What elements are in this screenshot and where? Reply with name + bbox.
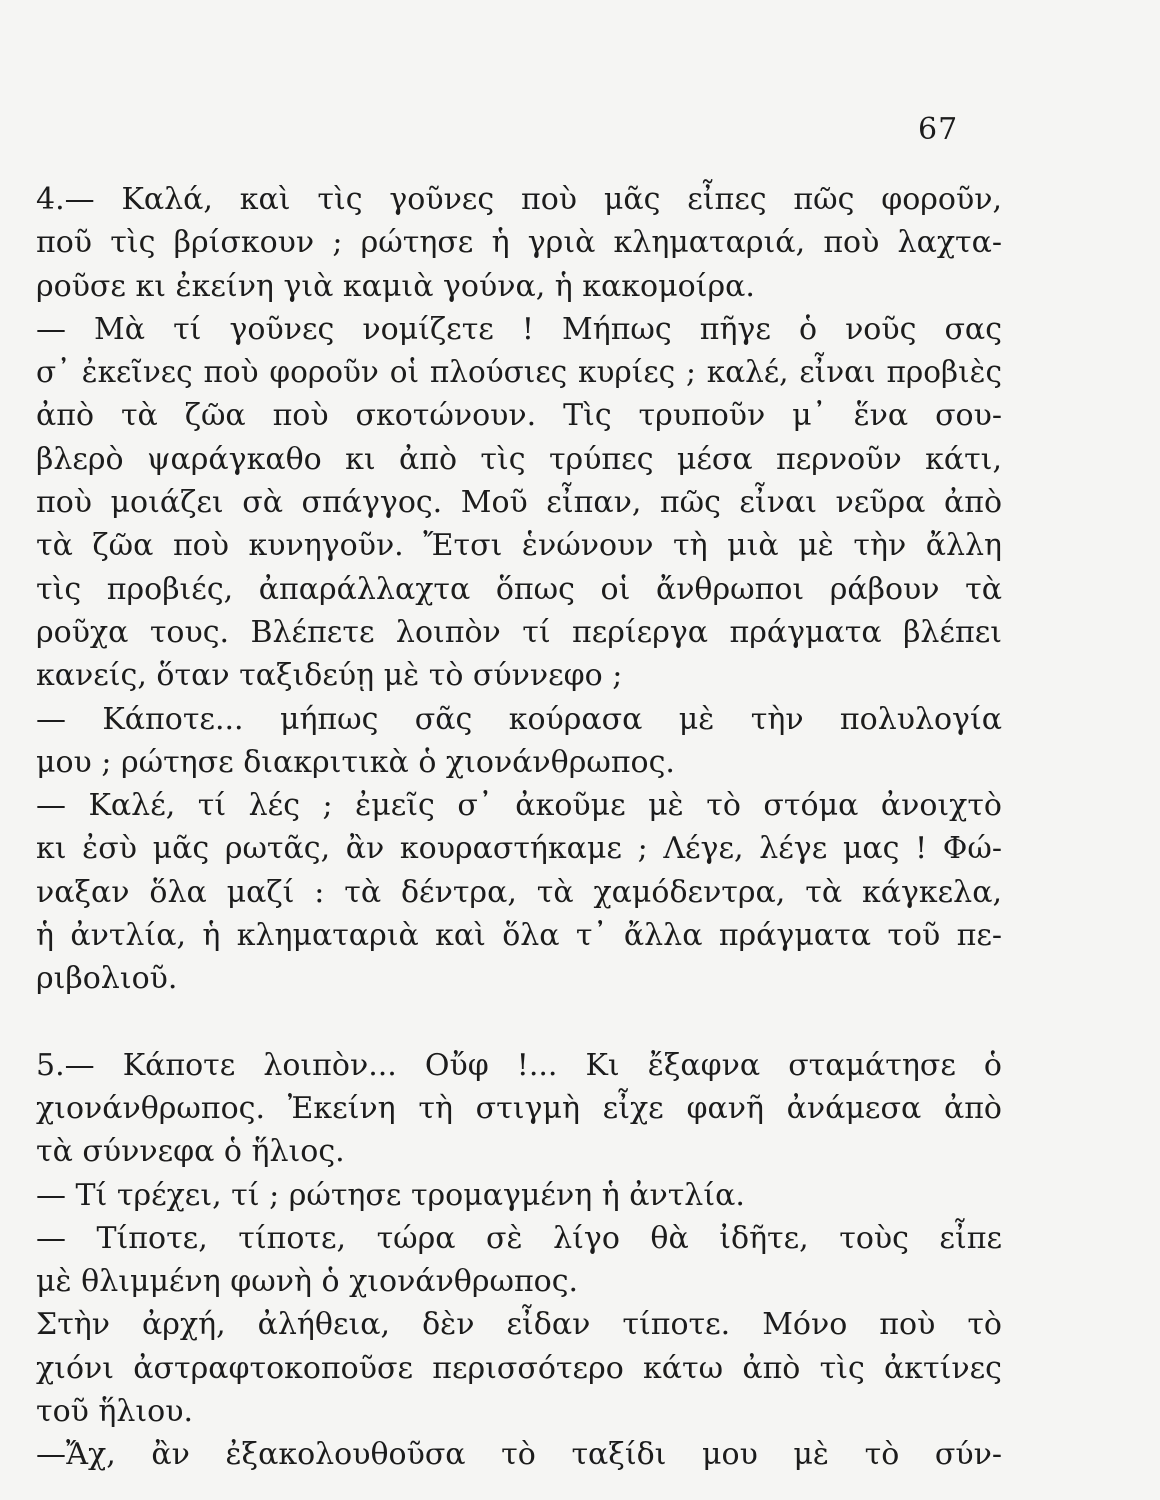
- text-line: τὰ ζῶα ποὺ κυνηγοῦν. Ἔτσι ἑνώνουν τὴ μιὰ μὲ τὴν ἄλλη: [36, 528, 1002, 564]
- section-4: [36, 178, 1002, 1001]
- text-line: — Κάποτε... μήπως σᾶς κούρασα μὲ τὴν πολυλογία: [36, 701, 1002, 737]
- text-line: ἀπὸ τὰ ζῶα ποὺ σκοτώνουν. Τὶς τρυποῦν μ᾿ ἕνα σου-: [36, 398, 1002, 434]
- text-line: — Τίποτε, τίποτε, τώρα σὲ λίγο θὰ ἰδῆτε, τοὺς εἶπε: [36, 1220, 1002, 1256]
- text-line: 5.— Κάποτε λοιπὸν... Οὔφ !... Κι ἔξαφνα σταμάτησε ὁ: [36, 1047, 1002, 1083]
- text-line: τὶς προβιές, ἀπαράλλαχτα ὅπως οἱ ἄνθρωποι ράβουν τὰ: [36, 571, 1002, 607]
- text-line: ριβολιοῦ.: [36, 961, 178, 997]
- text-line: μου ; ρώτησε διακριτικὰ ὁ χιονάνθρωπος.: [36, 744, 675, 780]
- text-line: — Τί τρέχει, τί ; ρώτησε τρομαγμένη ἡ ἀντλία.: [36, 1177, 745, 1213]
- text-line: Στὴν ἀρχή, ἀλήθεια, δὲν εἶδαν τίποτε. Μόνο ποὺ τὸ: [36, 1307, 1002, 1343]
- text-line: ποῦ τὶς βρίσκουν ; ρώτησε ἡ γριὰ κληματαριά, ποὺ λαχτα-: [36, 225, 1002, 261]
- text-line: ἡ ἀντλία, ἡ κληματαριὰ καὶ ὅλα τ᾿ ἄλλα πράγματα τοῦ πε-: [36, 918, 1002, 954]
- text-line: — Καλέ, τί λές ; ἐμεῖς σ᾿ ἀκοῦμε μὲ τὸ στόμα ἀνοιχτὸ: [36, 788, 1002, 824]
- section-gap: [36, 1001, 1002, 1044]
- text-line: χιονάνθρωπος. Ἐκείνη τὴ στιγμὴ εἶχε φανῆ ἀνάμεσα ἀπὸ: [36, 1090, 1002, 1126]
- text-line: βλερὸ ψαράγκαθο κι ἀπὸ τὶς τρύπες μέσα περνοῦν κάτι,: [36, 441, 1002, 477]
- text-line: μὲ θλιμμένη φωνὴ ὁ χιονάνθρωπος.: [36, 1264, 579, 1300]
- page-number: 67: [918, 112, 959, 147]
- text-line: σ᾿ ἐκεῖνες ποὺ φοροῦν οἱ πλούσιες κυρίες ; καλέ, εἶναι προβιὲς: [36, 355, 1002, 390]
- text-line: — Μὰ τί γοῦνες νομίζετε ! Μήπως πῆγε ὁ νοῦς σας: [36, 311, 1002, 347]
- text-line: ποὺ μοιάζει σὰ σπάγγος. Μοῦ εἶπαν, πῶς εἶναι νεῦρα ἀπὸ: [36, 485, 1002, 521]
- text-line: κι ἐσὺ μᾶς ρωτᾶς, ἂν κουραστήκαμε ; Λέγε, λέγε μας ! Φώ-: [36, 831, 1002, 867]
- text-line: τὰ σύννεφα ὁ ἥλιος.: [36, 1134, 345, 1170]
- text-line: τοῦ ἥλιου.: [36, 1394, 194, 1430]
- section-5: [36, 1044, 1002, 1477]
- text-line: —Ἄχ, ἂν ἐξακολουθοῦσα τὸ ταξίδι μου μὲ τὸ σύν-: [36, 1437, 1002, 1473]
- text-line: ναξαν ὅλα μαζί : τὰ δέντρα, τὰ χαμόδεντρα, τὰ κάγκελα,: [36, 874, 1002, 910]
- text-line: ροῦσε κι ἐκείνη γιὰ καμιὰ γούνα, ἡ κακομοίρα.: [36, 268, 755, 304]
- body-text: [36, 178, 1002, 1477]
- text-line: κανείς, ὅταν ταξιδεύῃ μὲ τὸ σύννεφο ;: [36, 658, 623, 694]
- text-line: 4.— Καλά, καὶ τὶς γοῦνες ποὺ μᾶς εἶπες πῶς φοροῦν,: [36, 182, 1002, 217]
- text-line: χιόνι ἀστραφτοκοποῦσε περισσότερο κάτω ἀπὸ τὶς ἀκτίνες: [36, 1350, 1002, 1386]
- text-line: ροῦχα τους. Βλέπετε λοιπὸν τί περίεργα πράγματα βλέπει: [36, 614, 1002, 650]
